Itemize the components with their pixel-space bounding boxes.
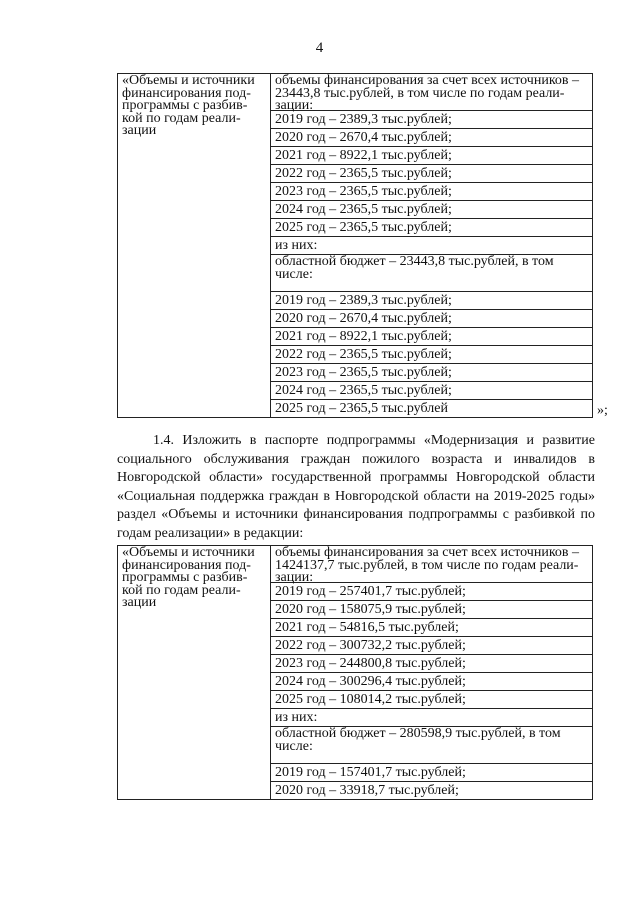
table-row: объемы финансирования за счет всех источников – 1424137,7 тыс.рублей, в том числе по годам реали- зации:	[271, 546, 592, 583]
table-row: 2019 год – 2389,3 тыс.рублей;	[271, 292, 592, 310]
table-row: 2024 год – 2365,5 тыс.рублей;	[271, 382, 592, 400]
table-row: 2025 год – 2365,5 тыс.рублей;	[271, 219, 592, 237]
funding-values-cell	[271, 546, 593, 800]
table-row: 2024 год – 2365,5 тыс.рублей;	[271, 201, 592, 219]
table-row: из них:	[271, 237, 592, 255]
funding-values-cell	[271, 74, 593, 418]
table-row: 2019 год – 157401,7 тыс.рублей;	[271, 764, 592, 782]
table-row: 2021 год – 8922,1 тыс.рублей;	[271, 328, 592, 346]
table-row: 2022 год – 2365,5 тыс.рублей;	[271, 346, 592, 364]
amendment-paragraph: 1.4. Изложить в паспорте подпрограммы «Модернизация и развитие социального обслуживания граждан пожилого возраста и инвалидов в Новгородской области» государственной программы Новгородской области «Социальная поддержка граждан в Новгородской области на 2019-2025 годы» раздел «Объемы и источники финансирования подпрограммы с разбивкой по годам реализации» в редакции:	[117, 433, 595, 541]
table-row: 2020 год – 33918,7 тыс.рублей;	[275, 783, 459, 798]
funding-label: «Объемы и источники финансирования под- программы с разбив- кой по годам реали- зации	[122, 73, 255, 138]
table-row: 2025 год – 2365,5 тыс.рублей	[275, 401, 448, 416]
table-row: 2023 год – 2365,5 тыс.рублей;	[271, 364, 592, 382]
table-row: объемы финансирования за счет всех источников – 23443,8 тыс.рублей, в том числе по годам реали- зации:	[271, 74, 592, 111]
table-row: 2020 год – 2670,4 тыс.рублей;	[271, 129, 592, 147]
table-row: 2019 год – 257401,7 тыс.рублей;	[271, 583, 592, 601]
closing-quote: »;	[597, 403, 608, 418]
table-row: 2022 год – 300732,2 тыс.рублей;	[271, 637, 592, 655]
table-row: 2024 год – 300296,4 тыс.рублей;	[271, 673, 592, 691]
table-row: 2023 год – 2365,5 тыс.рублей;	[271, 183, 592, 201]
table-row: 2019 год – 2389,3 тыс.рублей;	[271, 111, 592, 129]
funding-label: «Объемы и источники финансирования под- программы с разбив- кой по годам реали- зации	[122, 545, 255, 610]
table-row: из них:	[271, 709, 592, 727]
funding-table-2	[117, 545, 593, 800]
page-number: 4	[315, 40, 324, 56]
table-row: 2020 год – 158075,9 тыс.рублей;	[271, 601, 592, 619]
table-row: 2022 год – 2365,5 тыс.рублей;	[271, 165, 592, 183]
funding-table-1	[117, 73, 593, 418]
funding-label-cell	[118, 74, 271, 418]
table-row: 2025 год – 108014,2 тыс.рублей;	[271, 691, 592, 709]
table-row: 2023 год – 244800,8 тыс.рублей;	[271, 655, 592, 673]
funding-label-cell	[118, 546, 271, 800]
table-row: областной бюджет – 280598,9 тыс.рублей, в том числе:	[271, 727, 592, 764]
table-row: областной бюджет – 23443,8 тыс.рублей, в том числе:	[271, 255, 592, 292]
table-row: 2021 год – 54816,5 тыс.рублей;	[271, 619, 592, 637]
table-row: 2021 год – 8922,1 тыс.рублей;	[271, 147, 592, 165]
table-row: 2020 год – 2670,4 тыс.рублей;	[271, 310, 592, 328]
